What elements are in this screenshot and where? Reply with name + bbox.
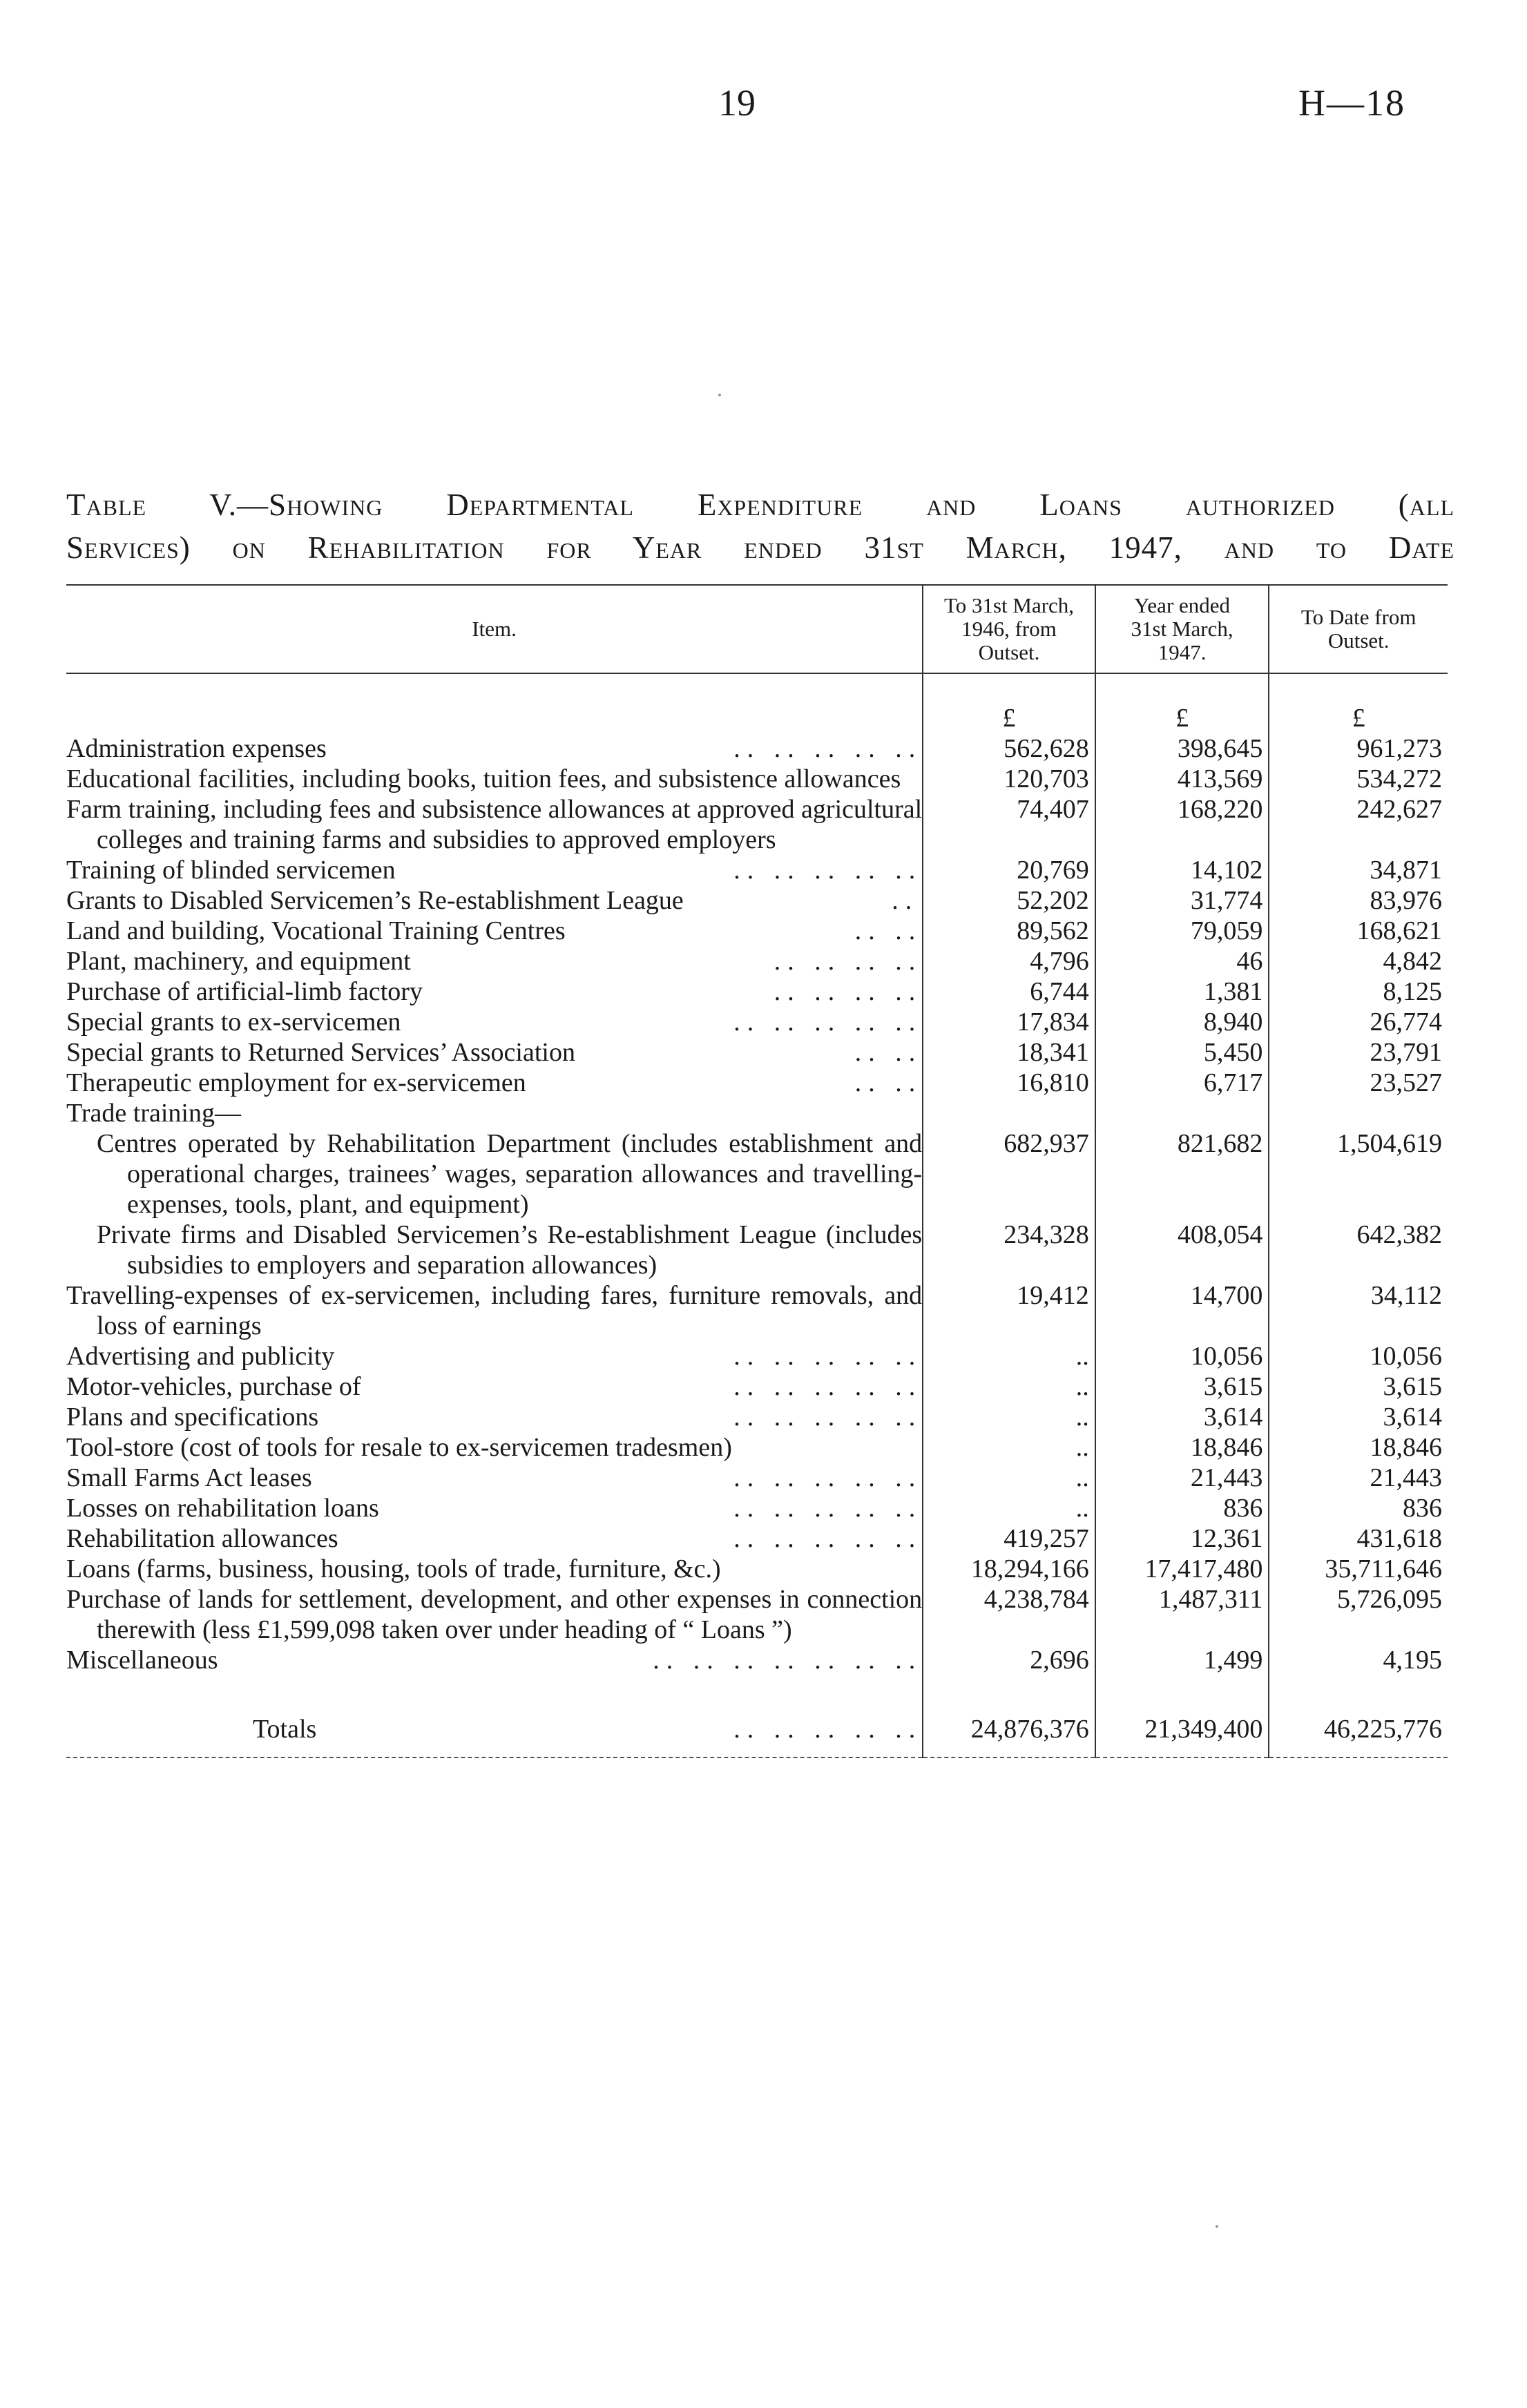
row-value-col-3: 534,272 [1269,764,1448,794]
table-row [66,1341,1448,1371]
row-item [66,764,923,794]
row-value-col-2: 408,054 [1095,1220,1269,1280]
row-item-label: Tool-store (cost of tools for resale to ex-servicemen tradesmen) [66,1433,732,1462]
row-item [66,794,923,855]
dot-leader: .. .. .. .. .. [733,734,923,763]
row-value-col-1: 562,628 [923,733,1095,764]
table-header-row [66,585,1448,673]
table-row [66,1493,1448,1523]
row-value-col-1: 234,328 [923,1220,1095,1280]
row-item-label: Losses on rehabilitation loans [66,1494,379,1523]
row-value-col-1: .. [923,1493,1095,1523]
table-row [66,946,1448,976]
row-value-col-1: 2,696 [923,1645,1095,1679]
row-item-label: Advertising and publicity [66,1342,335,1371]
row-value-col-1: .. [923,1463,1095,1493]
dot-leader: .. .. .. .. [774,977,923,1006]
row-value-col-1: .. [923,1432,1095,1463]
row-value-col-2: 1,487,311 [1095,1584,1269,1645]
row-item [66,1007,923,1037]
row-value-col-2: 836 [1095,1493,1269,1523]
row-item-label: Administration expenses [66,734,327,763]
currency-symbol: £ [923,673,1095,733]
row-value-col-1: 17,834 [923,1007,1095,1037]
row-value-col-1: 682,937 [923,1128,1095,1220]
row-value-col-2: 17,417,480 [1095,1554,1269,1584]
currency-symbol: £ [1095,673,1269,733]
row-item [66,1523,923,1554]
dot-leader: .. .. .. .. .. .. .. [653,1646,923,1675]
totals-value-col-1: 24,876,376 [923,1679,1095,1757]
dot-leader: .. .. .. .. .. [733,856,923,885]
row-item [66,1098,923,1128]
row-value-col-3: 83,976 [1269,885,1448,916]
row-item [66,855,923,885]
table-row [66,1037,1448,1068]
row-item-label: Small Farms Act leases [66,1463,312,1492]
table-row [66,1645,1448,1679]
row-item-label: Special grants to Returned Services’ Association [66,1038,575,1067]
row-item-label: Rehabilitation allowances [66,1524,338,1553]
row-value-col-3: 23,791 [1269,1037,1448,1068]
row-item [66,1037,923,1068]
row-item-label: Miscellaneous [66,1646,218,1675]
table-row [66,1007,1448,1037]
row-value-col-1: 6,744 [923,976,1095,1007]
row-item-label: Therapeutic employment for ex-servicemen [66,1068,526,1097]
row-value-col-1: 74,407 [923,794,1095,855]
row-value-col-3: 3,614 [1269,1402,1448,1432]
row-value-col-3: 4,842 [1269,946,1448,976]
header-item: Item. [66,585,923,673]
row-item [66,1432,923,1463]
row-value-col-3: 8,125 [1269,976,1448,1007]
row-value-col-2: 14,700 [1095,1280,1269,1341]
row-item-label: Special grants to ex-servicemen [66,1008,401,1037]
table-row [66,764,1448,794]
row-value-col-3: 3,615 [1269,1371,1448,1402]
currency-symbol: £ [1269,673,1448,733]
row-value-col-3 [1269,1098,1448,1128]
row-item [66,1402,923,1432]
row-value-col-2: 413,569 [1095,764,1269,794]
row-value-col-3: 18,846 [1269,1432,1448,1463]
row-value-col-2: 12,361 [1095,1523,1269,1554]
row-value-col-1: .. [923,1371,1095,1402]
table-row [66,733,1448,764]
row-value-col-2 [1095,1098,1269,1128]
row-value-col-1: 89,562 [923,916,1095,946]
row-value-col-2: 46 [1095,946,1269,976]
row-item-label: Motor-vehicles, purchase of [66,1372,361,1401]
row-item [66,1068,923,1098]
row-value-col-3: 34,871 [1269,855,1448,885]
totals-row [66,1679,1448,1757]
row-value-col-3: 26,774 [1269,1007,1448,1037]
row-item [66,946,923,976]
row-value-col-3: 642,382 [1269,1220,1448,1280]
row-item: Grants to Disabled Servicemen’s Re-establishment League .. [66,886,919,915]
row-value-col-2: 8,940 [1095,1007,1269,1037]
table-row [66,1068,1448,1098]
row-value-col-1: .. [923,1341,1095,1371]
currency-row [66,673,1448,733]
row-item [66,976,923,1007]
table-row [66,1584,1448,1645]
totals-label-cell [66,1679,923,1757]
row-item [66,1584,923,1645]
row-item [66,916,923,946]
row-item-label: Plans and specifications [66,1403,319,1432]
row-item-label: Private firms and Disabled Servicemen’s Re-establishment League (includes subsidies to employers and separation allowances) [97,1220,923,1280]
dot-leader: .. .. .. .. .. [733,1463,923,1492]
row-value-col-1: 52,202 [923,885,1095,916]
row-item [66,1341,923,1371]
table-row [66,855,1448,885]
row-item-label: Centres operated by Rehabilitation Department (includes establishment and operational charges, trainees’ wages, separation allowances and travelling-expenses, tools, plant, and equipment) [97,1129,923,1219]
row-item [66,1371,923,1402]
row-value-col-3: 431,618 [1269,1523,1448,1554]
totals-value-col-3: 46,225,776 [1269,1679,1448,1757]
row-value-col-3: 961,273 [1269,733,1448,764]
header-col-2: Year ended 31st March, 1947. [1095,585,1269,673]
row-value-col-3: 836 [1269,1493,1448,1523]
row-value-col-1: 4,238,784 [923,1584,1095,1645]
table-row [66,1463,1448,1493]
row-item [66,1554,923,1584]
dot-leader: .. .. .. .. .. [733,1342,923,1371]
row-item [66,733,923,764]
dot-leader: .. .. .. .. [774,947,923,976]
row-value-col-1: 16,810 [923,1068,1095,1098]
row-item-label: Plant, machinery, and equipment [66,947,411,976]
row-value-col-3: 242,627 [1269,794,1448,855]
row-value-col-3: 5,726,095 [1269,1584,1448,1645]
row-value-col-3: 4,195 [1269,1645,1448,1679]
row-value-col-1: 419,257 [923,1523,1095,1554]
row-value-col-2: 398,645 [1095,733,1269,764]
table-title-line-1: Table V.—Showing Departmental Expenditure and Loans authorized (all [66,488,1454,522]
table-row [66,1220,1448,1280]
table-row [66,885,1448,916]
row-value-col-3: 35,711,646 [1269,1554,1448,1584]
page-reference: H—18 [1298,82,1405,124]
row-item-label: Trade training— [66,1099,241,1128]
dot-leader: .. .. [854,916,923,945]
row-value-col-1: 18,294,166 [923,1554,1095,1584]
row-item [66,1493,923,1523]
table-row [66,976,1448,1007]
row-item-label: Purchase of lands for settlement, development, and other expenses in connection therewith (less £1,599,098 taken over under heading of “ Loans ”) [66,1585,923,1644]
table-row [66,1280,1448,1341]
table-row [66,1098,1448,1128]
table-title [66,483,1454,569]
table-row [66,1402,1448,1432]
row-value-col-2: 168,220 [1095,794,1269,855]
row-item-label: Training of blinded servicemen [66,856,396,885]
row-value-col-2: 21,443 [1095,1463,1269,1493]
row-value-col-3: 168,621 [1269,916,1448,946]
table-title-line-2: Services) on Rehabilitation for Year ended 31st March, 1947, and to Date [66,530,1454,565]
dot-leader: .. .. .. .. .. [733,1494,923,1523]
row-value-col-1: 4,796 [923,946,1095,976]
row-item [66,1280,923,1341]
row-item [66,1645,923,1679]
row-value-col-2: 14,102 [1095,855,1269,885]
row-value-col-2: 1,499 [1095,1645,1269,1679]
row-value-col-1: 19,412 [923,1280,1095,1341]
row-value-col-2: 3,614 [1095,1402,1269,1432]
row-value-col-3: 34,112 [1269,1280,1448,1341]
row-item [66,1128,923,1220]
row-value-col-2: 10,056 [1095,1341,1269,1371]
dot-leader: .. .. .. .. .. [733,1008,923,1037]
table-row [66,916,1448,946]
totals-label: Totals [253,1715,317,1744]
dot-leader: .. .. .. .. .. [733,1403,923,1432]
row-value-col-2: 5,450 [1095,1037,1269,1068]
scan-speck [718,394,721,396]
dot-leader: .. .. [854,1038,923,1067]
row-item-label: Purchase of artificial-limb factory [66,977,423,1006]
dot-leader: .. .. [854,1068,923,1097]
row-value-col-3: 1,504,619 [1269,1128,1448,1220]
row-value-col-2: 31,774 [1095,885,1269,916]
row-value-col-2: 3,615 [1095,1371,1269,1402]
row-value-col-1: 20,769 [923,855,1095,885]
row-value-col-1: 120,703 [923,764,1095,794]
header-col-3: To Date from Outset. [1269,585,1448,673]
row-item-label: Farm training, including fees and subsistence allowances at approved agricultural colleges and training farms and subsidies to approved employers [66,795,923,854]
table-row [66,1523,1448,1554]
row-value-col-2: 18,846 [1095,1432,1269,1463]
row-item-label: Grants to Disabled Servicemen’s Re-establishment League [66,886,684,915]
dot-leader: .. .. .. .. .. [733,1372,923,1401]
table-row [66,1432,1448,1463]
row-value-col-3: 21,443 [1269,1463,1448,1493]
row-item-label: Educational facilities, including books, tuition fees, and subsistence allowances [66,764,901,793]
row-value-col-2: 6,717 [1095,1068,1269,1098]
table-row [66,1371,1448,1402]
expenditure-table [66,584,1448,1758]
scan-speck [1216,2225,1218,2228]
row-item [66,1463,923,1493]
table-row [66,1128,1448,1220]
row-value-col-1: 18,341 [923,1037,1095,1068]
row-item-label: Loans (farms, business, housing, tools of trade, furniture, &c.) [66,1554,721,1583]
row-value-col-3: 10,056 [1269,1341,1448,1371]
table-row [66,1554,1448,1584]
row-value-col-1: .. [923,1402,1095,1432]
row-item-label: Travelling-expenses of ex-servicemen, including fares, furniture removals, and loss of earnings [66,1281,923,1340]
row-value-col-2: 821,682 [1095,1128,1269,1220]
dot-leader: .. .. .. .. .. [733,1524,923,1553]
row-item-label: Land and building, Vocational Training Centres [66,916,566,945]
row-item [66,1220,923,1280]
page-number: 19 [718,82,756,124]
row-value-col-1 [923,1098,1095,1128]
row-value-col-2: 79,059 [1095,916,1269,946]
totals-value-col-2: 21,349,400 [1095,1679,1269,1757]
dot-leader: .. .. .. .. .. [733,1715,923,1744]
header-col-1: To 31st March, 1946, from Outset. [923,585,1095,673]
row-value-col-3: 23,527 [1269,1068,1448,1098]
table-row [66,794,1448,855]
row-value-col-2: 1,381 [1095,976,1269,1007]
